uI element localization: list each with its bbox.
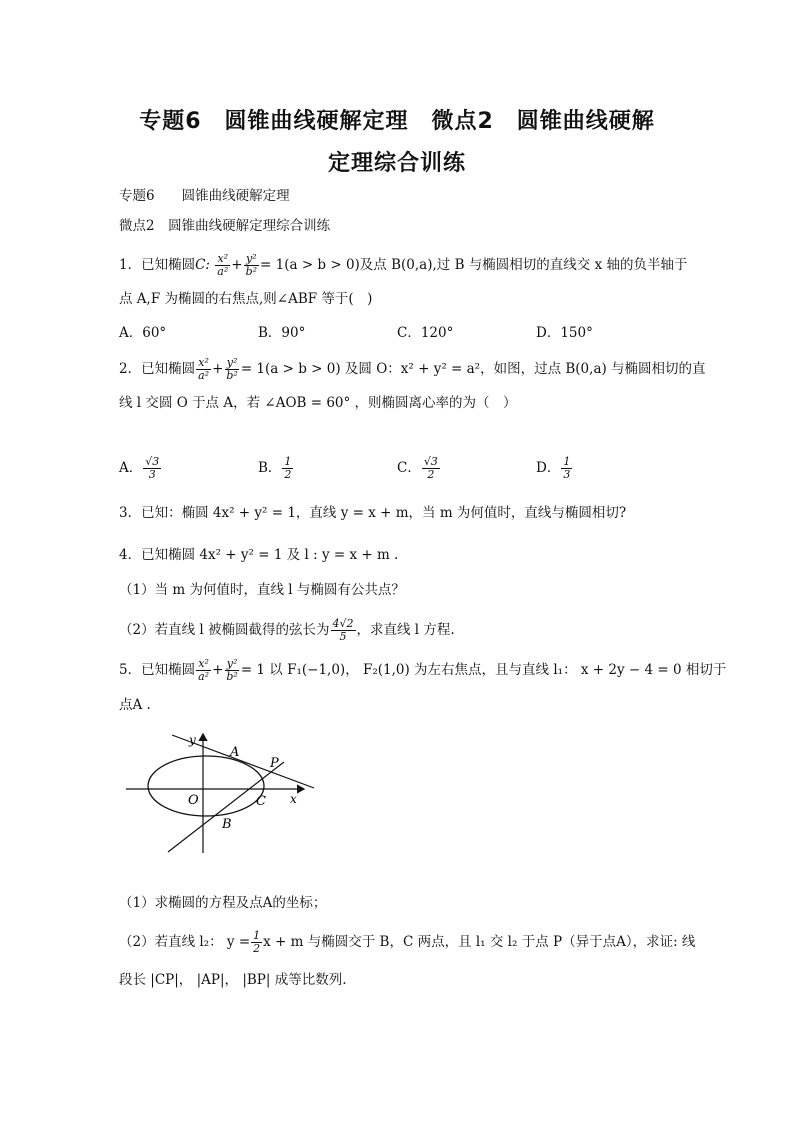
q5-part1: （1）求椭圆的方程及点A的坐标； (119, 895, 327, 911)
q1-ellipse-name: C: (195, 257, 210, 273)
subtitle-topic: 专题6 圆锥曲线硬解定理 (119, 188, 290, 204)
q5-line3: 段长 |CP|， |AP|， |BP| 成等比数列. (119, 972, 347, 988)
q2-option-c: C． $\frac{√3}{2}$ (397, 455, 438, 481)
q1-option-c: C．120° (397, 325, 454, 341)
q1-line1: 1．已知椭圆C: $\frac{\text{x²}}{\text{a²}}$ + $\frac{\text{y²}}{\text{b²}}$ = 1(a > b > 0)及点 B(0,a),过 B 与椭圆相切的直线交 x 轴的负半轴于 (119, 252, 688, 278)
q5-line2: 点A . (119, 697, 151, 713)
label-a: A (230, 745, 240, 760)
q5-prefix: 5．已知椭圆 (119, 662, 196, 678)
line-l2 (168, 762, 284, 852)
q4-line: 4．已知椭圆 4x² + y² = 1 及 l : y = x + m . (119, 547, 399, 563)
q1-line2: 点 A,F 为椭圆的右焦点,则∠ABF 等于( ) (119, 291, 373, 307)
label-x: x (290, 792, 297, 806)
subtitle-subtopic: 微点2 圆锥曲线硬解定理综合训练 (119, 218, 331, 234)
q3-line: 3．已知：椭圆 4x² + y² = 1，直线 y = x + m，当 m 为何值时，直线与椭圆相切? (119, 505, 627, 521)
q5-part2: （2）若直线 l₂： y = $\frac{1}{2}$ x + m 与椭圆交于 B，C 两点，且 l₁ 交 l₂ 于点 P（异于点A），求证: 线 (119, 929, 696, 955)
label-b: B (222, 817, 232, 832)
q5-rest: = 1 以 F₁(−1,0)， F₂(1,0) 为左右焦点，且与直线 l₁： x + 2y − 4 = 0 相切于 (240, 662, 727, 678)
q2-frac-y: $\frac{\text{y²}}{\text{b²}}$ (226, 356, 238, 382)
label-y: y (189, 733, 196, 747)
q5-frac-x: $\frac{\text{x²}}{\text{a²}}$ (198, 657, 210, 683)
q1-option-d: D．150° (536, 325, 593, 341)
page-title-line1: 专题6 圆锥曲线硬解定理 微点2 圆锥曲线硬解 (139, 109, 655, 134)
q2-line2: 线 l 交圆 O 于点 A，若 ∠AOB = 60° ，则椭圆离心率的为（ ） (119, 395, 517, 411)
q4-frac: $\frac{4√2}{5}$ (332, 617, 354, 643)
ellipse-tangent-figure (118, 728, 328, 858)
q2-prefix: 2．已知椭圆 (119, 361, 196, 377)
label-c: C (256, 794, 266, 809)
label-o: O (188, 793, 199, 808)
ellipse (148, 756, 264, 816)
q4-part1: （1）当 m 为何值时，直线 l 与椭圆有公共点？ (119, 582, 405, 598)
page-title-line2: 定理综合训练 (327, 151, 466, 176)
q1-prefix: 1．已知椭圆 (119, 257, 196, 273)
q5-line1: 5．已知椭圆 $\frac{\text{x²}}{\text{a²}}$ + $\frac{\text{y²}}{\text{b²}}$ = 1 以 F₁(−1,0)， F₂(1,0) 为左右焦点，且与直线 l₁： x + 2y − 4 = 0 相切于 (119, 657, 727, 683)
q2-option-b: B． $\frac{1}{2}$ (258, 455, 292, 481)
label-p: P (270, 756, 279, 771)
q4-part2: （2）若直线 l 被椭圆截得的弦长为 $\frac{4√2}{5}$ ，求直线 l 方程. (119, 617, 455, 643)
q2-frac-x: $\frac{\text{x²}}{\text{a²}}$ (198, 356, 210, 382)
q1-frac-x: $\frac{\text{x²}}{\text{a²}}$ (217, 252, 229, 278)
q1-frac-y: $\frac{\text{y²}}{\text{b²}}$ (245, 252, 258, 278)
q1-rest: = 1(a > b > 0)及点 B(0,a),过 B 与椭圆相切的直线交 x 轴的负半轴于 (260, 257, 688, 273)
q2-rest: = 1(a > b > 0) 及圆 O：x² + y² = a²，如图，过点 B(0,a) 与椭圆相切的直 (240, 361, 706, 377)
q2-option-d: D． $\frac{1}{3}$ (536, 455, 571, 481)
q2-option-a: A． $\frac{√3}{3}$ (119, 455, 160, 481)
q5-frac-half: $\frac{1}{2}$ (253, 929, 261, 955)
q2-line1: 2．已知椭圆 $\frac{\text{x²}}{\text{a²}}$ + $\frac{\text{y²}}{\text{b²}}$ = 1(a > b > 0) 及圆 O：x² + y² = a²，如图，过点 B(0,a) 与椭圆相切的直 (119, 356, 706, 382)
q5-frac-y: $\frac{\text{y²}}{\text{b²}}$ (226, 657, 238, 683)
q1-option-b: B．90° (258, 325, 306, 341)
q1-option-a: A．60° (119, 325, 167, 341)
